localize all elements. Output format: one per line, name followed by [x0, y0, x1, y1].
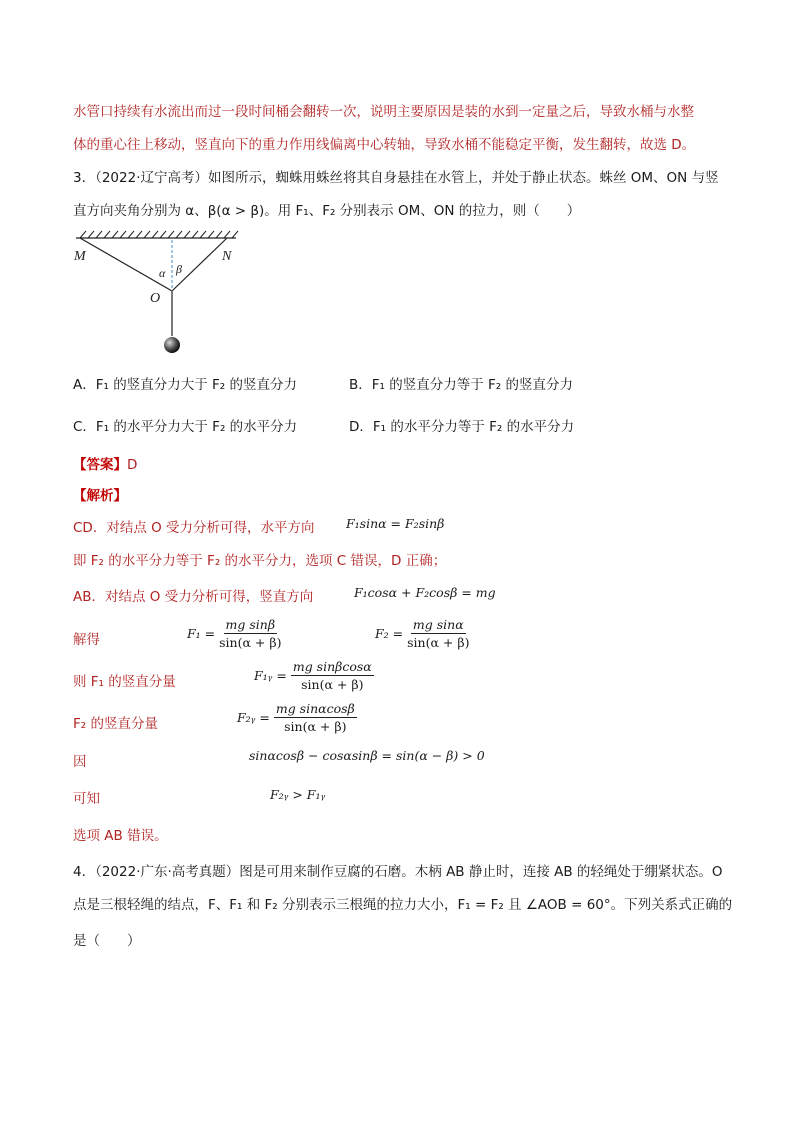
f2-formula: F₂ = $\frac{\text{mg sinα}}{\sin(\alpha + \beta)}$ [375, 617, 470, 650]
label-o: O [150, 291, 161, 306]
ab-equation: F₁cosα + F₂cosβ = mg [354, 585, 496, 600]
option-d[interactable]: D．F₁ 的水平分力等于 F₂ 的水平分力 [349, 419, 575, 435]
label-n: N [222, 249, 232, 264]
f2-vertical-label: F₂ 的竖直分量 [73, 716, 158, 732]
label-beta: β [176, 262, 182, 276]
solve-label: 解得 [73, 632, 100, 648]
f1-vertical-label: 则 F₁ 的竖直分量 [73, 674, 176, 690]
answer-line [73, 453, 137, 473]
because-equation: sinαcosβ − cosαsinβ = sin(α − β) > 0 [249, 748, 485, 763]
intro-line-2: 体的重心往上移动，竖直向下的重力作用线偏离中心转轴，导致水桶不能稳定平衡，发生翻转，故选 D。 [73, 137, 696, 153]
answer-label: 【答案】 [73, 457, 127, 473]
spider-figure [72, 228, 242, 358]
option-c[interactable]: C．F₁ 的水平分力大于 F₂ 的水平分力 [73, 419, 298, 435]
ab-conclusion: 选项 AB 错误。 [73, 828, 168, 844]
spider-ball [164, 337, 180, 353]
option-b[interactable]: B．F₁ 的竖直分力等于 F₂ 的竖直分力 [349, 377, 573, 393]
string-om [80, 238, 172, 291]
q4-line-2: 点是三根轻绳的结点，F、F₁ 和 F₂ 分别表示三根绳的拉力大小，F₁ = F₂ 且 ∠AOB = 60°。下列关系式正确的 [73, 897, 733, 913]
intro-line-1: 水管口持续有水流出而过一段时间桶会翻转一次，说明主要原因是装的水到一定量之后，导致水桶与水整 [73, 104, 694, 120]
analysis-label: 【解析】 [73, 488, 127, 504]
q4-line-3: 是（ ） [73, 933, 141, 949]
option-a[interactable]: A．F₁ 的竖直分力大于 F₂ 的竖直分力 [73, 377, 297, 393]
q4-line-1: 4．（2022·广东·高考真题）图是可用来制作豆腐的石磨。木柄 AB 静止时，连接 AB 的轻绳处于绷紧状态。O [73, 864, 723, 880]
thus-equation: F₂ᵧ > F₁ᵧ [270, 787, 326, 802]
answer-value: D [127, 457, 138, 473]
because-label: 因 [73, 754, 87, 770]
ab-text: AB．对结点 O 受力分析可得，竖直方向 [73, 589, 314, 605]
label-alpha: α [159, 266, 166, 280]
f1-formula: F₁ = $\frac{\text{mg sinβ}}{\sin(\alpha + \beta)}$ [187, 617, 282, 650]
cd-text: CD．对结点 O 受力分析可得，水平方向 [73, 520, 315, 536]
f2y-formula: F₂ᵧ = $\frac{\text{mg sinαcosβ}}{\sin(\alpha + \beta)}$ [237, 701, 355, 734]
q3-stem-line-2: 直方向夹角分别为 α、β(α > β)。用 F₁、F₂ 分别表示 OM、ON 的拉力，则（ ） [73, 203, 581, 219]
f1y-formula: F₁ᵧ = $\frac{\text{mg sinβcosα}}{\sin(\alpha + \beta)}$ [254, 659, 372, 692]
thus-label: 可知 [73, 791, 100, 807]
q3-stem-line-1: 3．（2022·辽宁高考）如图所示，蜘蛛用蛛丝将其自身悬挂在水管上，并处于静止状态。蛛丝 OM、ON 与竖 [73, 170, 719, 186]
cd-equation: F₁sinα = F₂sinβ [346, 516, 445, 531]
label-m: M [74, 249, 86, 264]
cd-conclusion: 即 F₂ 的水平分力等于 F₂ 的水平分力，选项 C 错误，D 正确； [73, 553, 447, 569]
